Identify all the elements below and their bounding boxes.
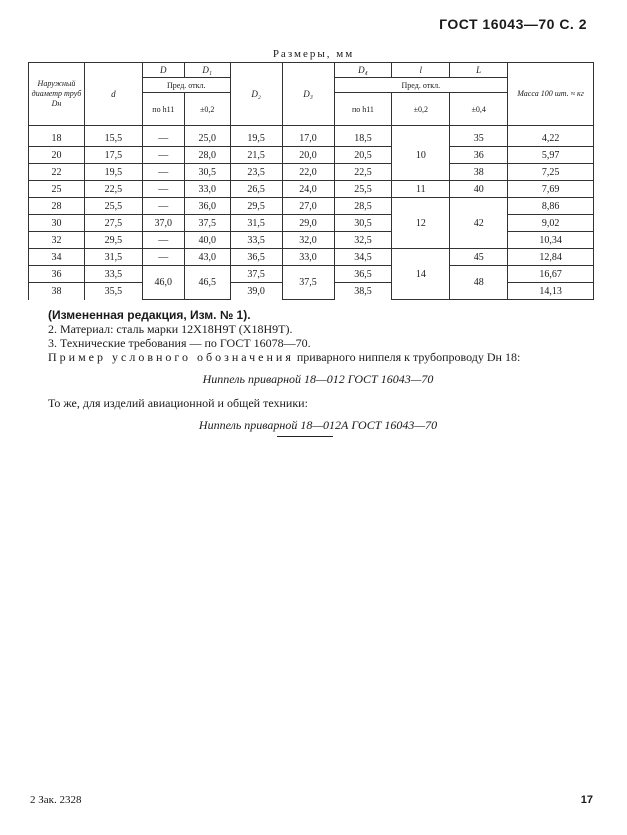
footer-order-number: 2 Зак. 2328	[30, 794, 82, 806]
table-caption: Размеры, мм	[272, 48, 355, 60]
header-D4: D₄	[334, 63, 392, 78]
standard-header: ГОСТ 16043—70 С. 2	[439, 16, 587, 32]
designation-example-1: Ниппель приварной 18—012 ГОСТ 16043—70	[202, 372, 434, 386]
table-row: 36 33,5 46,0 46,5 37,5 37,5 36,5 48 16,67	[29, 266, 594, 283]
designation-example-2: Ниппель приварной 18—012А ГОСТ 16043—70	[198, 418, 438, 432]
revision-note: (Измененная редакция, Изм. № 1).	[48, 308, 251, 322]
l-merged-11: 11	[392, 181, 450, 198]
table-row: 32 29,5 — 40,0 33,5 32,0 32,5 10,34	[29, 232, 594, 249]
dimensions-table	[28, 62, 594, 300]
D-merged-46: 46,0	[142, 266, 184, 300]
table-row: 18 15,5 — 25,0 19,5 17,0 18,5 10 35 4,22	[29, 126, 594, 147]
table-row: 25 22,5 — 33,0 26,5 24,0 25,5 11 40 7,69	[29, 181, 594, 198]
header-mass: Масса 100 шт. ≈ кг	[508, 63, 594, 126]
table-row: 28 25,5 — 36,0 29,5 27,0 28,5 12 42 8,86	[29, 198, 594, 215]
l-merged-12: 12	[392, 198, 450, 249]
page-number: 17	[580, 794, 593, 806]
table-row: 22 19,5 — 30,5 23,5 22,0 22,5 38 7,25	[29, 164, 594, 181]
same-for-aviation-text: То же, для изделий авиационной и общей техники:	[48, 396, 308, 410]
header-pm02-a: ±0,2	[184, 93, 230, 126]
header-D1: D₁	[184, 63, 230, 78]
header-L: L	[450, 63, 508, 78]
table-row: 38 35,5 39,0 38,5 14,13	[29, 283, 594, 300]
D1-merged-46-5: 46,5	[184, 266, 230, 300]
table-row: 20 17,5 — 28,0 21,5 20,0 20,5 36 5,97	[29, 147, 594, 164]
header-outer-diameter: Наружный диаметр труб Dн	[29, 63, 85, 126]
header-l: l	[392, 63, 450, 78]
l-merged-10: 10	[392, 126, 450, 181]
header-h11-b: по h11	[334, 93, 392, 126]
header-h11-a: по h11	[142, 93, 184, 126]
header-d: d	[84, 63, 142, 126]
table-row: 34 31,5 — 43,0 36,5 33,0 34,5 14 45 12,84	[29, 249, 594, 266]
L-merged-48: 48	[450, 266, 508, 300]
header-pm04: ±0,4	[450, 93, 508, 126]
material-note: 2. Материал: сталь марки 12Х18Н9Т (Х18Н9Т).	[48, 322, 293, 336]
header-tolerance-1: Пред. откл.	[142, 78, 230, 93]
D3-merged-37-5: 37,5	[282, 266, 334, 300]
example-intro: Пример условного обозначения приварного ниппеля к трубопроводу Dн 18:	[48, 350, 521, 364]
table-row: 30 27,5 37,0 37,5 31,5 29,0 30,5 9,02	[29, 215, 594, 232]
header-pm02-b: ±0,2	[392, 93, 450, 126]
header-D: D	[142, 63, 184, 78]
requirements-note: 3. Технические требования — по ГОСТ 16078—70.	[48, 336, 311, 350]
header-D3: D₃	[282, 63, 334, 126]
separator-line	[277, 436, 333, 437]
L-merged-42: 42	[450, 198, 508, 249]
notes-block	[48, 308, 588, 442]
header-D2: D₂	[230, 63, 282, 126]
l-merged-14: 14	[392, 249, 450, 300]
header-tolerance-2: Пред. откл.	[334, 78, 508, 93]
